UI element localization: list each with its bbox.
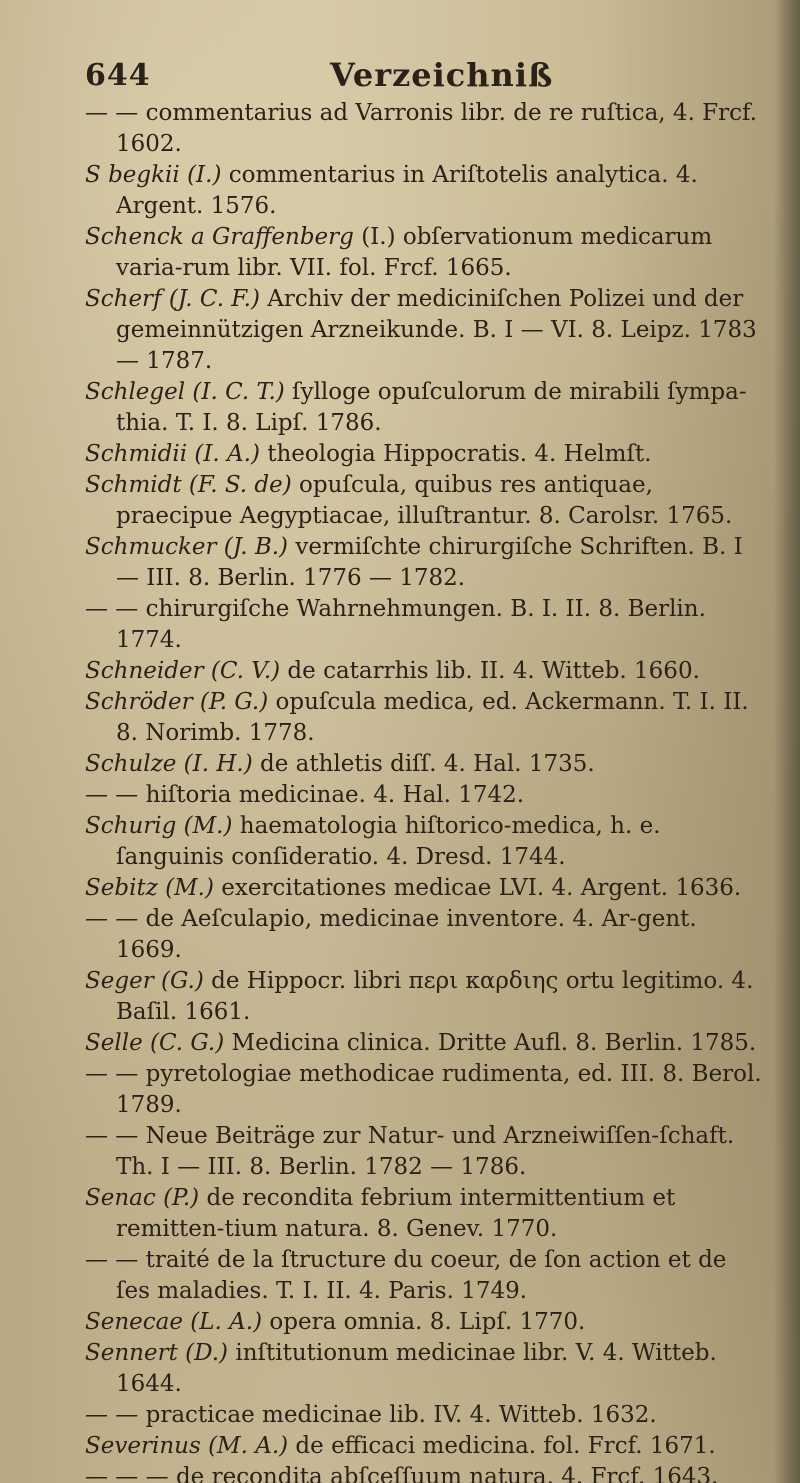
bibliography-entry [85,284,765,377]
bibliography-entry [85,439,765,470]
entry-author: — — [85,596,146,622]
bibliography-entry [85,811,765,873]
entry-author: — — [85,1123,146,1149]
entry-author: — — [85,1061,146,1087]
bibliography-entry [85,1338,765,1400]
bibliography-entry [85,470,765,532]
entry-author: Sebitz (M.) [85,875,214,901]
entry-author: Senecae (L. A.) [85,1309,263,1335]
bibliography-list [85,98,765,1483]
entry-title: opera omnia. 8. Lipſ. 1770. [262,1309,586,1335]
entry-author: Schneider (C. V.) [85,658,281,684]
bibliography-entry [85,1462,765,1483]
entry-author: — — [85,1402,146,1428]
entry-title: opuſcula medica, ed. Ackermann. T. I. II. 8. Norimb. 1778. [116,689,749,746]
entry-title: hiſtoria medicinae. 4. Hal. 1742. [145,782,525,808]
entry-title: de athletis diſſ. 4. Hal. 1735. [252,751,595,777]
entry-title: traité de la ſtructure du coeur, de ſon action et de ſes maladies. T. I. II. 4. Paris. 1749. [116,1247,727,1304]
entry-author: Scherf (J. C. F.) [85,286,260,312]
entry-author: Severinus (M. A.) [85,1433,289,1459]
bibliography-entry [85,966,765,1028]
entry-author: Schmidii (I. A.) [85,441,260,467]
entry-title: de efficaci medicina. fol. Frcf. 1671. [288,1433,716,1459]
bibliography-entry [85,1028,765,1059]
bibliography-entry [85,749,765,780]
entry-title: Neue Beiträge zur Natur- und Arzneiwiſſen-ſchaft. Th. I — III. 8. Berlin. 1782 — 1786. [116,1123,735,1180]
entry-author: — — [85,100,146,126]
entry-title: de recondita abſceſſuum natura. 4. Frcf. 1643. [175,1464,719,1483]
entry-author: Sennert (D.) [85,1340,229,1366]
bibliography-entry [85,873,765,904]
entry-author: Schenck a Graffenberg [85,224,354,250]
entry-author: Seger (G.) [85,968,204,994]
entry-title: practicae medicinae lib. IV. 4. Witteb. 1632. [145,1402,657,1428]
entry-author: — — [85,1247,146,1273]
bibliography-entry [85,1059,765,1121]
entry-title: de Aeſculapio, medicinae inventore. 4. Ar-gent. 1669. [116,906,697,963]
entry-title: de recondita febrium intermittentium et remitten-tium natura. 8. Genev. 1770. [116,1185,676,1242]
bibliography-entry [85,1183,765,1245]
bibliography-entry [85,687,765,749]
entry-author: Schmucker (J. B.) [85,534,289,560]
entry-author: — — — [85,1464,176,1483]
page-number: 644 [85,58,151,93]
entry-author: Schröder (P. G.) [85,689,269,715]
entry-author: Schulze (I. H.) [85,751,253,777]
bibliography-entry [85,780,765,811]
bibliography-entry [85,594,765,656]
bibliography-entry [85,1307,765,1338]
entry-title: exercitationes medicae LVI. 4. Argent. 1636. [213,875,742,901]
running-title: Verzeichniß [330,56,554,94]
page-edge-shadow [774,0,800,1483]
entry-title: (I.) obſervationum medicarum varia-rum libr. VII. fol. Frcf. 1665. [116,224,713,281]
entry-author: Schurig (M.) [85,813,233,839]
entry-author: — — [85,906,146,932]
entry-title: haematologia hiſtorico-medica, h. e. ſanguinis conſideratio. 4. Dresd. 1744. [116,813,661,870]
entry-title: opuſcula, quibus res antiquae, praecipue Aegyptiacae, illuſtrantur. 8. Carolsr. 1765. [116,472,733,529]
entry-title: chirurgiſche Wahrnehmungen. B. I. II. 8. Berlin. 1774. [116,596,706,653]
entry-title: pyretologiae methodicae rudimenta, ed. III. 8. Berol. 1789. [116,1061,762,1118]
entry-title: ſylloge opuſculorum de mirabili ſympa-thia. T. I. 8. Lipſ. 1786. [116,379,747,436]
bibliography-entry [85,1400,765,1431]
entry-title: Archiv der mediciniſchen Polizei und der gemeinnützigen Arzneikunde. B. I — VI. 8. Leipz. 1783 — 1787. [116,286,757,374]
bibliography-entry [85,1245,765,1307]
bibliography-entry [85,532,765,594]
page-header [85,58,745,98]
bibliography-entry [85,1431,765,1462]
bibliography-entry [85,98,765,160]
entry-title: vermiſchte chirurgiſche Schriften. B. I — III. 8. Berlin. 1776 — 1782. [116,534,743,591]
bibliography-entry [85,1121,765,1183]
entry-title: Medicina clinica. Dritte Aufl. 8. Berlin. 1785. [224,1030,757,1056]
entry-title: theologia Hippocratis. 4. Helmſt. [259,441,652,467]
entry-author: Senac (P.) [85,1185,200,1211]
bibliography-entry [85,377,765,439]
entry-title: commentarius ad Varronis libr. de re ruſtica, 4. Frcf. 1602. [116,100,758,157]
bibliography-entry [85,656,765,687]
entry-author: Schmidt (F. S. de) [85,472,292,498]
entry-title: de Hippocr. libri περι καρδιης ortu legitimo. 4. Baſil. 1661. [116,968,754,1025]
bibliography-entry [85,904,765,966]
entry-author: Schlegel (I. C. T.) [85,379,285,405]
bibliography-entry [85,160,765,222]
entry-title: de catarrhis lib. II. 4. Witteb. 1660. [280,658,700,684]
bibliography-entry [85,222,765,284]
entry-author: S begkii (I.) [85,162,222,188]
entry-author: Selle (C. G.) [85,1030,225,1056]
entry-title: commentarius in Ariſtotelis analytica. 4. Argent. 1576. [116,162,698,219]
entry-author: — — [85,782,146,808]
entry-title: inſtitutionum medicinae libr. V. 4. Witteb. 1644. [116,1340,717,1397]
